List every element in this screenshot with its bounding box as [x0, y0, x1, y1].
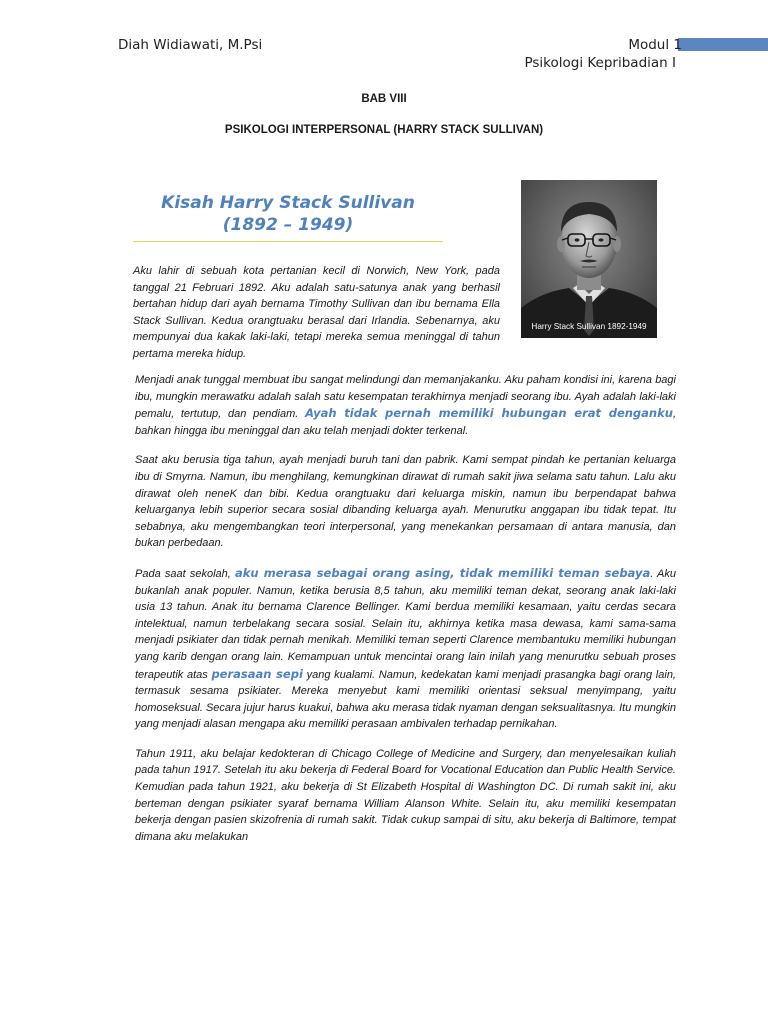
highlight-stranger: aku merasa sebagai orang asing [235, 565, 451, 580]
paragraph-3-text-c: yang kualami. Namun, kedekatan kami menjadi prasangka bagi orang lain, termasuk sesama psikiater. Mereka menyebut kami memiliki orientasi seksual menyimpang, yaitu homoseksual. Secara jujur harus kuakui, bahwa aku merasa tidak nyaman dengan seksualitasnya. Itu mungkin yang menjadi alasan mengapa aku memiliki perasaan ambivalen terhadap pernikahan. [135, 668, 676, 731]
highlight-father: Ayah tidak pernah memiliki hubungan erat denganku [305, 406, 673, 421]
story-title-name: Kisah Harry Stack Sullivan [161, 193, 415, 213]
header-module: Modul 1 [628, 37, 682, 53]
story-title-years: (1892 – 1949) [222, 215, 354, 235]
paragraph-3 [135, 565, 676, 733]
title-underline [133, 241, 443, 242]
highlight-comma: , [450, 565, 460, 580]
header-author: Diah Widiawati, M.Psi [118, 37, 263, 53]
paragraph-3-text-b: . Aku bukanlah anak populer. Namun, ketika berusia 8,5 tahun, aku memiliki teman dekat, seorang anak laki-laki usia 13 tahun. Anak itu bernama Clarence Bellinger. Kami berdua memiliki kesamaan, yaitu cerdas secara intelektual, namun terbelakang secara sosial. Selain itu, akhirnya ketika masa dewasa, kami sama-sama menjadi psikiater dan tidak pernah menikah. Memiliki teman seperti Clarence membantuku memiliki hubungan yang karib dengan orang lain. Kemampuan untuk mencintai orang lain inilah yang menurutku sebuah proses terapeutik atas [135, 567, 677, 681]
paragraph-1-text-b: , bahkan hingga ibu meninggal dan aku telah menjadi dokter terkenal. [135, 408, 677, 437]
highlight-no-peers: tidak memiliki teman sebaya [459, 565, 651, 580]
paragraph-2: Saat aku berusia tiga tahun, ayah menjadi buruh tani dan pabrik. Kami sempat pindah ke pertanian keluarga ibu di Smyrna. Namun, ibu menghilang, kemungkinan dirawat di rumah sakit jiwa selama satu tahun. Lalu aku dirawat oleh neneK dan bibi. Kedua orangtuaku dari keluarga miskin, namun ibu berpendapat bahwa keluarganya lebih superior secara sosial dibanding keluarga ayah. Menurutku anggapan ibu tidak tepat. Itu sebabnya, aku mengembangkan teori interpersonal, yang menekankan persamaan di antara manusia, dan bukan perbedaan. [135, 454, 676, 550]
chapter-title: PSIKOLOGI INTERPERSONAL (HARRY STACK SULLIVAN) [224, 124, 544, 136]
header-course: Psikologi Kepribadian I [524, 55, 676, 71]
photo-caption: Harry Stack Sullivan 1892-1949 [531, 322, 647, 331]
body-text [135, 372, 676, 858]
portrait-photo [521, 180, 657, 338]
paragraph-1-text-a: Menjadi anak tunggal membuat ibu sangat melindungi dan memanjakanku. Aku paham kondisi ini, karena bagi ibu, mungkin merawatku adalah salah satu kesempatan terakhirnya menjadi seorang ibu. Ayah adalah laki-laki pemalu, tertutup, dan pendiam. [135, 374, 676, 421]
paragraph-4: Tahun 1911, aku belajar kedokteran di Chicago College of Medicine and Surgery, dan menyelesaikan kuliah pada tahun 1917. Setelah itu aku bekerja di Federal Board for Vocational Education dan Public Health Service. Kemudian pada tahun 1921, aku bekerja di St Elizabeth Hospital di Washington DC. Di rumah sakit ini, aku berteman dengan psikiater syaraf bernama William Alanson White. Selain itu, aku memiliki kesempatan bekerja dengan pasien skizofrenia di rumah sakit. Tidak cukup sampai di situ, aku bekerja di Baltimore, tempat dimana aku melakukan [135, 747, 676, 843]
paragraph-1 [135, 372, 676, 439]
intro-paragraph: Aku lahir di sebuah kota pertanian kecil di Norwich, New York, pada tanggal 21 Februari 1892. Aku adalah satu-satunya anak yang berhasil bertahan hidup dari ayah bernama Timothy Sullivan dan ibu bernama Ella Stack Sullivan. Kedua orangtuaku berasal dari Irlandia. Sebenarnya, aku mempunyai dua kakak laki-laki, tetapi mereka semua meninggal di tahun pertama mereka hidup. [133, 265, 500, 360]
paragraph-3-text-a: Pada saat sekolah, [135, 567, 236, 580]
chapter-label: BAB VIII [361, 93, 407, 105]
highlight-loneliness: perasaan sepi [211, 666, 303, 681]
story-title [130, 192, 446, 236]
header-accent-bar [678, 38, 768, 51]
